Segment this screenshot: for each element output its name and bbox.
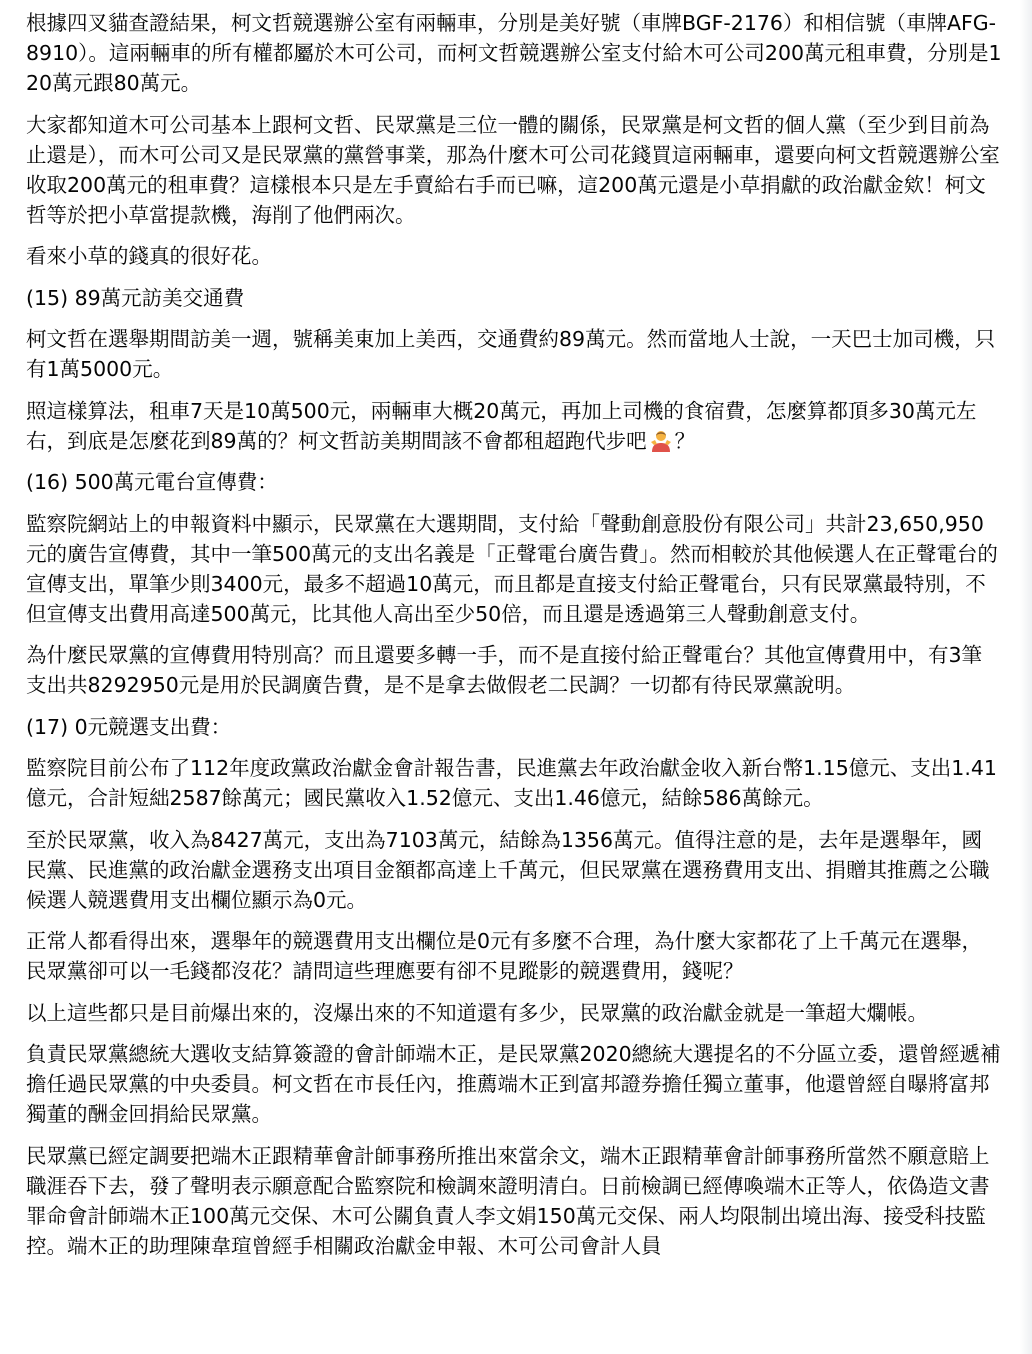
paragraph-11: 監察院目前公布了112年度政黨政治獻金會計報告書，民進黨去年政治獻金收入新台幣1.15億元、支出1.41億元，合計短絀2587餘萬元；國民黨收入1.52億元、支出1.46億元，結餘586萬餘元。 (26, 756, 997, 810)
paragraph-5: 柯文哲在選舉期間訪美一週，號稱美東加上美西，交通費約89萬元。然而當地人士說，一天巴士加司機，只有1萬5000元。 (26, 327, 996, 381)
paragraph-16: 民眾黨已經定調要把端木正跟精華會計師事務所推出來當余文，端木正跟精華會計師事務所當然不願意賠上職涯吞下去，發了聲明表示願意配合監察院和檢調來證明清白。日前檢調已經傳喚端木正等人，依偽造文書罪命會計師端木正100萬元交保、木可公關負責人李文娟150萬元交保、兩人均限制出境出海、接受科技監控。端木正的助理陳韋瑄曾經手相關政治獻金申報、木可公司會計人員 (26, 1143, 990, 1258)
section-heading-15: (15) 89萬元訪美交通費 (26, 285, 245, 310)
section-heading-17: (17) 0元競選支出費： (26, 714, 232, 739)
post-body-text (26, 8, 1002, 1272)
paragraph-2: 大家都知道木可公司基本上跟柯文哲、民眾黨是三位一體的關係，民眾黨是柯文哲的個人黨（至少到目前為止還是），而木可公司又是民眾黨的黨營事業，那為什麼木可公司花錢買這兩輛車，還要向柯文哲競選辦公室收取200萬元的租車費？這樣根本只是左手賣給右手而已嘛，這200萬元還是小草捐獻的政治獻金欸！柯文哲等於把小草當提款機，海削了他們兩次。 (26, 112, 1000, 227)
paragraph-14: 以上這些都只是目前爆出來的，沒爆出來的不知道還有多少，民眾黨的政治獻金就是一筆超大爛帳。 (26, 1000, 928, 1025)
section-heading-16: (16) 500萬元電台宣傳費： (26, 470, 278, 494)
paragraph-12: 至於民眾黨，收入為8427萬元，支出為7103萬元，結餘為1356萬元。值得注意的是，去年是選舉年，國民黨、民進黨的政治獻金選務支出項目金額都高達上千萬元，但民眾黨在選務費用支出、捐贈其推薦之公職候選人競選費用支出欄位顯示為0元。 (26, 827, 990, 912)
paragraph-6-text: 照這樣算法，租車7天是10萬500元，兩輛車大概20萬元，再加上司機的食宿費，怎麼算都頂多30萬元左右，到底是怎麼花到89萬的？柯文哲訪美期間該不會都租超跑代步吧 (26, 398, 977, 453)
paragraph-3: 看來小草的錢真的很好花。 (26, 244, 272, 268)
paragraph-8: 監察院網站上的申報資料中顯示，民眾黨在大選期間，支付給「聲動創意股份有限公司」共計23,650,950元的廣告宣傳費，其中一筆500萬元的支出名義是「正聲電台廣告費」。然而相較於其他候選人在正聲電台的宣傳支出，單筆少則3400元，最多不超過10萬元，而且都是直接支付給正聲電台，只有民眾黨最特別，不但宣傳支出費用高達500萬元，比其他人高出至少50倍，而且還是透過第三人聲動創意支付。 (26, 511, 998, 626)
paragraph-15: 負責民眾黨總統大選收支結算簽證的會計師端木正，是民眾黨2020總統大選提名的不分區立委，還曾經遞補擔任過民眾黨的中央委員。柯文哲在市長任內，推薦端木正到富邦證券擔任獨立董事，他還曾經自曝將富邦獨董的酬金回捐給民眾黨。 (26, 1042, 1001, 1126)
paragraph-1: 根據四叉貓查證結果，柯文哲競選辦公室有兩輛車，分別是美好號（車牌BGF-2176）和相信號（車牌AFG-8910）。這兩輛車的所有權都屬於木可公司，而柯文哲競選辦公室支付給木可公司200萬元租車費，分別是120萬元跟80萬元。 (26, 11, 1002, 95)
paragraph-9: 為什麼民眾黨的宣傳費用特別高？而且還要多轉一手，而不是直接付給正聲電台？其他宣傳費用中，有3筆支出共8292950元是用於民調廣告費，是不是拿去做假老二民調？一切都有待民眾黨說明。 (26, 643, 983, 697)
page-right-edge (1020, 0, 1032, 1354)
paragraph-6-end: ？ (674, 428, 696, 453)
person-shrugging-emoji-icon (649, 428, 673, 452)
paragraph-6 (26, 396, 1002, 456)
paragraph-13: 正常人都看得出來，選舉年的競選費用支出欄位是0元有多麼不合理，為什麼大家都花了上千萬元在選舉，民眾黨卻可以一毛錢都沒花？請問這些理應要有卻不見蹤影的競選費用，錢呢？ (26, 929, 983, 983)
